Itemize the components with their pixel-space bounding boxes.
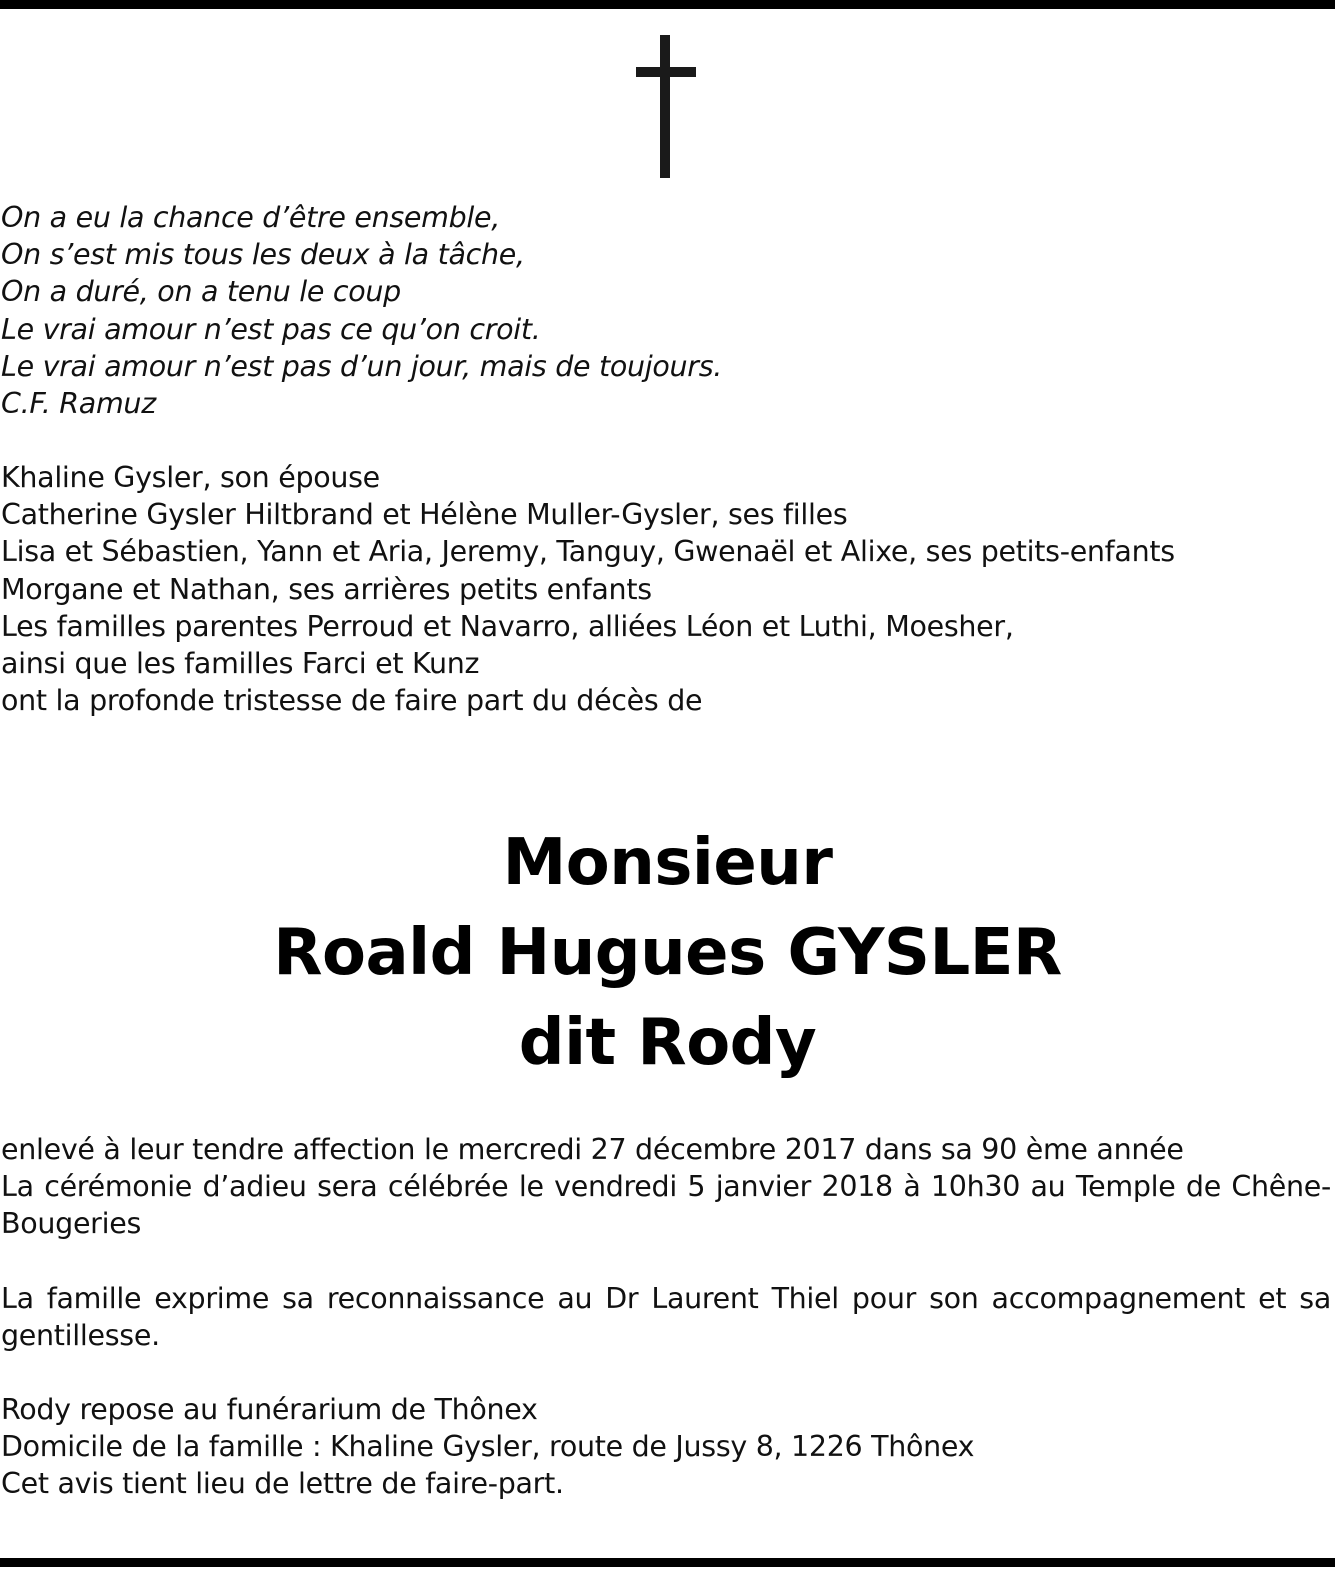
family-line: ainsi que les familles Farci et Kunz <box>1 647 480 681</box>
deceased-nickname: dit Rody <box>518 1006 817 1080</box>
family-domicile: Domicile de la famille : Khaline Gysler, route de Jussy 8, 1226 Thônex <box>1 1430 975 1464</box>
cross-vertical-bar <box>660 35 670 178</box>
notice-statement: Cet avis tient lieu de lettre de faire-part. <box>1 1467 564 1501</box>
death-and-ceremony-paragraph <box>1 1131 1331 1243</box>
poem-line: Le vrai amour n’est pas ce qu’on croit. <box>1 312 541 346</box>
poem-line: On s’est mis tous les deux à la tâche, <box>1 238 525 272</box>
top-border-rule <box>0 0 1335 9</box>
poem-line: On a eu la chance d’être ensemble, <box>1 201 501 234</box>
deceased-full-name: Roald Hugues GYSLER <box>273 916 1062 990</box>
family-line: Lisa et Sébastien, Yann et Aria, Jeremy, Tanguy, Gwenaël et Alixe, ses petits-enfants <box>1 535 1175 569</box>
poem-line: Le vrai amour n’est pas d’un jour, mais de toujours. <box>1 349 723 383</box>
family-line: Khaline Gysler, son épouse <box>1 461 380 494</box>
ceremony-info: La cérémonie d’adieu sera célébrée le vendredi 5 janvier 2018 à 10h30 au Temple de Chêne-Bougeries <box>1 1170 1331 1241</box>
family-line: Morgane et Nathan, ses arrières petits enfants <box>1 572 652 606</box>
closing-paragraph <box>1 1391 1331 1503</box>
poem-line: On a duré, on a tenu le coup <box>1 275 401 309</box>
cross-horizontal-bar <box>636 67 696 77</box>
rest-location: Rody repose au funérarium de Thônex <box>1 1393 538 1426</box>
family-line: Catherine Gysler Hiltbrand et Hélène Muller-Gysler, ses filles <box>1 498 848 532</box>
family-line: Les familles parentes Perroud et Navarro, alliées Léon et Luthi, Moesher, <box>1 609 1014 643</box>
deceased-name-block <box>0 818 1335 1088</box>
poem-author: C.F. Ramuz <box>1 387 156 421</box>
announcement-line: ont la profonde tristesse de faire part du décès de <box>1 684 703 718</box>
salutation: Monsieur <box>502 826 833 900</box>
bottom-border-rule <box>0 1558 1335 1567</box>
poem-quote <box>1 199 1331 422</box>
death-notice: enlevé à leur tendre affection le mercredi 27 décembre 2017 dans sa 90 ème année <box>1 1133 1184 1166</box>
family-list <box>1 459 1331 719</box>
thanks-paragraph: La famille exprime sa reconnaissance au Dr Laurent Thiel pour son accompagnement et sa gentillesse. <box>1 1282 1331 1353</box>
cross-icon <box>636 35 696 178</box>
